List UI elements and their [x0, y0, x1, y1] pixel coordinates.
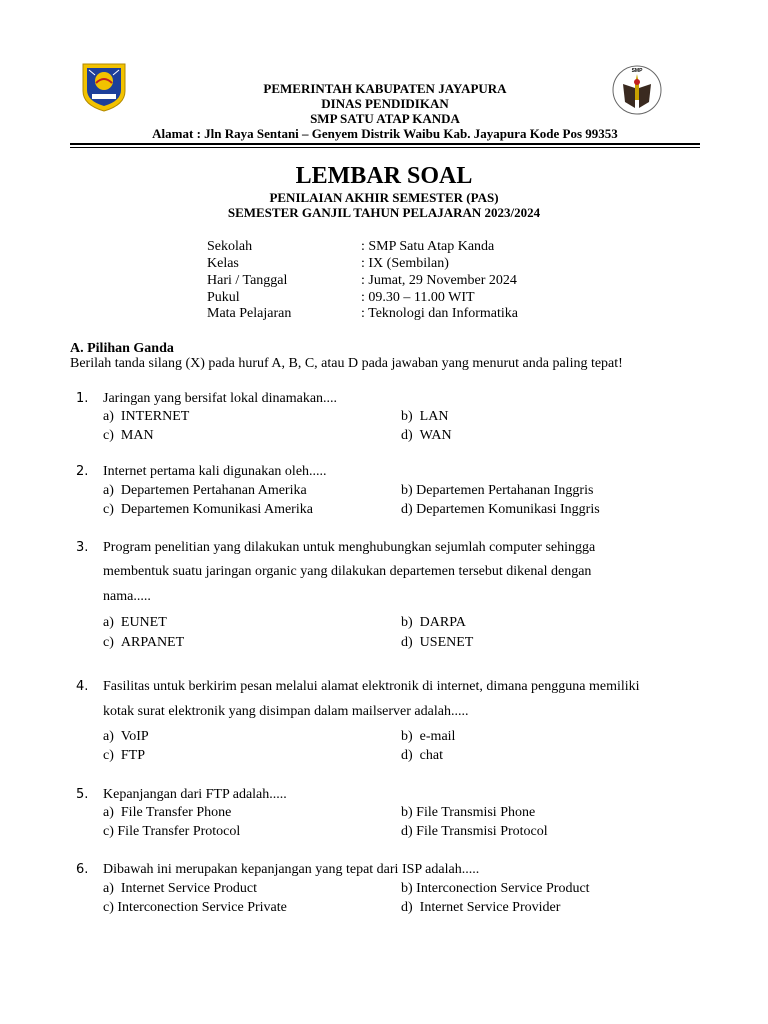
option-label: d): [401, 502, 413, 517]
option-c[interactable]: [103, 747, 145, 764]
option-label: b): [401, 729, 413, 744]
option-c[interactable]: [103, 634, 184, 651]
section-instruction: Berilah tanda silang (X) pada huruf A, B, C, atau D pada jawaban yang menurut anda paling tepat!: [70, 356, 623, 371]
option-label: c): [103, 502, 114, 517]
option-label: a): [103, 409, 114, 424]
option-label: d): [401, 635, 413, 650]
option-text: Departemen Komunikasi Amerika: [120, 502, 313, 517]
option-label: d): [401, 824, 413, 839]
option-b[interactable]: [401, 728, 455, 745]
header-divider-thin: [70, 147, 700, 148]
option-text: USENET: [419, 635, 474, 650]
section-title: A. Pilihan Ganda: [70, 341, 174, 356]
question-number: 6.: [76, 862, 89, 877]
option-b[interactable]: [401, 880, 590, 897]
option-label: c): [103, 748, 114, 763]
option-text: ARPANET: [120, 635, 185, 650]
option-a[interactable]: [103, 614, 167, 631]
question-number: 3.: [76, 540, 89, 555]
info-key: Hari / Tanggal: [207, 273, 288, 288]
question-text: Dibawah ini merupakan kepanjangan yang tepat dari ISP adalah.....: [103, 862, 480, 877]
option-text: Departemen Pertahanan Inggris: [416, 483, 594, 498]
option-text: VoIP: [120, 729, 149, 744]
option-label: c): [103, 900, 114, 915]
question-number: 5.: [76, 787, 89, 802]
info-key: Sekolah: [207, 239, 253, 254]
option-label: a): [103, 483, 114, 498]
question-text: Kepanjangan dari FTP adalah.....: [103, 787, 287, 802]
option-text: File Transfer Protocol: [117, 824, 241, 839]
info-value: : Teknologi dan Informatika: [361, 306, 519, 321]
option-label: b): [401, 805, 413, 820]
info-key: Pukul: [207, 290, 240, 305]
option-b[interactable]: [401, 614, 466, 631]
option-d[interactable]: [401, 747, 443, 764]
question-number: 4.: [76, 679, 89, 694]
document-title: LEMBAR SOAL: [295, 163, 473, 189]
document-semester: SEMESTER GANJIL TAHUN PELAJARAN 2023/2024: [227, 205, 541, 220]
document-subtitle: PENILAIAN AKHIR SEMESTER (PAS): [269, 190, 499, 205]
question-text-line-3: nama.....: [103, 589, 151, 604]
question-text-line-2: membentuk suatu jaringan organic yang dilakukan departemen tersebut dikenal dengan: [103, 564, 592, 579]
option-a[interactable]: [103, 804, 231, 821]
option-text: FTP: [120, 748, 146, 763]
option-label: a): [103, 615, 114, 630]
option-text: File Transfer Phone: [120, 805, 232, 820]
question-number: 2.: [76, 464, 89, 479]
option-label: b): [401, 409, 413, 424]
svg-text:SMP: SMP: [631, 68, 643, 74]
option-label: b): [401, 881, 413, 896]
option-text: File Transmisi Protocol: [416, 824, 548, 839]
header-department: DINAS PENDIDIKAN: [321, 96, 449, 111]
option-text: INTERNET: [120, 409, 190, 424]
option-d[interactable]: [401, 899, 560, 916]
option-text: Internet Service Provider: [419, 900, 561, 915]
option-label: d): [401, 428, 413, 443]
question-text-line-2: kotak surat elektronik yang disimpan dalam mailserver adalah.....: [103, 704, 469, 719]
question-text-line-1: Program penelitian yang dilakukan untuk menghubungkan sejumlah computer sehingga: [103, 540, 596, 555]
option-label: b): [401, 615, 413, 630]
option-text: Interconection Service Product: [416, 881, 590, 896]
option-text: chat: [419, 748, 443, 763]
option-d[interactable]: [401, 634, 473, 651]
info-key: Kelas: [207, 256, 239, 271]
option-a[interactable]: [103, 408, 189, 425]
option-label: a): [103, 805, 114, 820]
header-divider-thick: [70, 143, 700, 145]
option-d[interactable]: [401, 823, 548, 840]
option-b[interactable]: [401, 804, 535, 821]
option-text: LAN: [419, 409, 449, 424]
option-text: Internet Service Product: [120, 881, 257, 896]
info-value: : 09.30 – 11.00 WIT: [361, 290, 475, 305]
option-c[interactable]: [103, 427, 154, 444]
option-text: e-mail: [419, 729, 456, 744]
info-key: Mata Pelajaran: [207, 306, 292, 321]
option-label: d): [401, 748, 413, 763]
option-label: b): [401, 483, 413, 498]
option-c[interactable]: [103, 501, 313, 518]
option-text: File Transmisi Phone: [416, 805, 536, 820]
question-text: Jaringan yang bersifat lokal dinamakan....: [103, 391, 338, 406]
option-label: a): [103, 881, 114, 896]
header-address: Alamat : Jln Raya Sentani – Genyem Distrik Waibu Kab. Jayapura Kode Pos 99353: [152, 126, 618, 141]
option-b[interactable]: [401, 482, 593, 499]
option-text: EUNET: [120, 615, 167, 630]
info-value: : Jumat, 29 November 2024: [361, 273, 517, 288]
option-label: c): [103, 428, 114, 443]
option-d[interactable]: [401, 501, 600, 518]
option-text: DARPA: [419, 615, 466, 630]
header-school-name: SMP SATU ATAP KANDA: [310, 111, 460, 126]
option-c[interactable]: [103, 823, 240, 840]
option-label: a): [103, 729, 114, 744]
option-b[interactable]: [401, 408, 448, 425]
question-text-line-1: Fasilitas untuk berkirim pesan melalui alamat elektronik di internet, dimana pengguna memiliki: [103, 679, 640, 694]
option-a[interactable]: [103, 880, 257, 897]
option-text: MAN: [120, 428, 154, 443]
option-label: c): [103, 635, 114, 650]
question-number: 1.: [76, 391, 89, 406]
option-text: Interconection Service Private: [117, 900, 287, 915]
info-value: : IX (Sembilan): [361, 256, 449, 271]
info-value: : SMP Satu Atap Kanda: [361, 239, 495, 254]
option-a[interactable]: [103, 482, 307, 499]
option-label: c): [103, 824, 114, 839]
option-label: d): [401, 900, 413, 915]
option-c[interactable]: [103, 899, 287, 916]
option-d[interactable]: [401, 427, 452, 444]
question-text: Internet pertama kali digunakan oleh.....: [103, 464, 327, 479]
header-government: PEMERINTAH KABUPATEN JAYAPURA: [263, 81, 507, 96]
option-text: Departemen Komunikasi Inggris: [416, 502, 600, 517]
option-a[interactable]: [103, 728, 149, 745]
option-text: WAN: [419, 428, 452, 443]
option-text: Departemen Pertahanan Amerika: [120, 483, 307, 498]
